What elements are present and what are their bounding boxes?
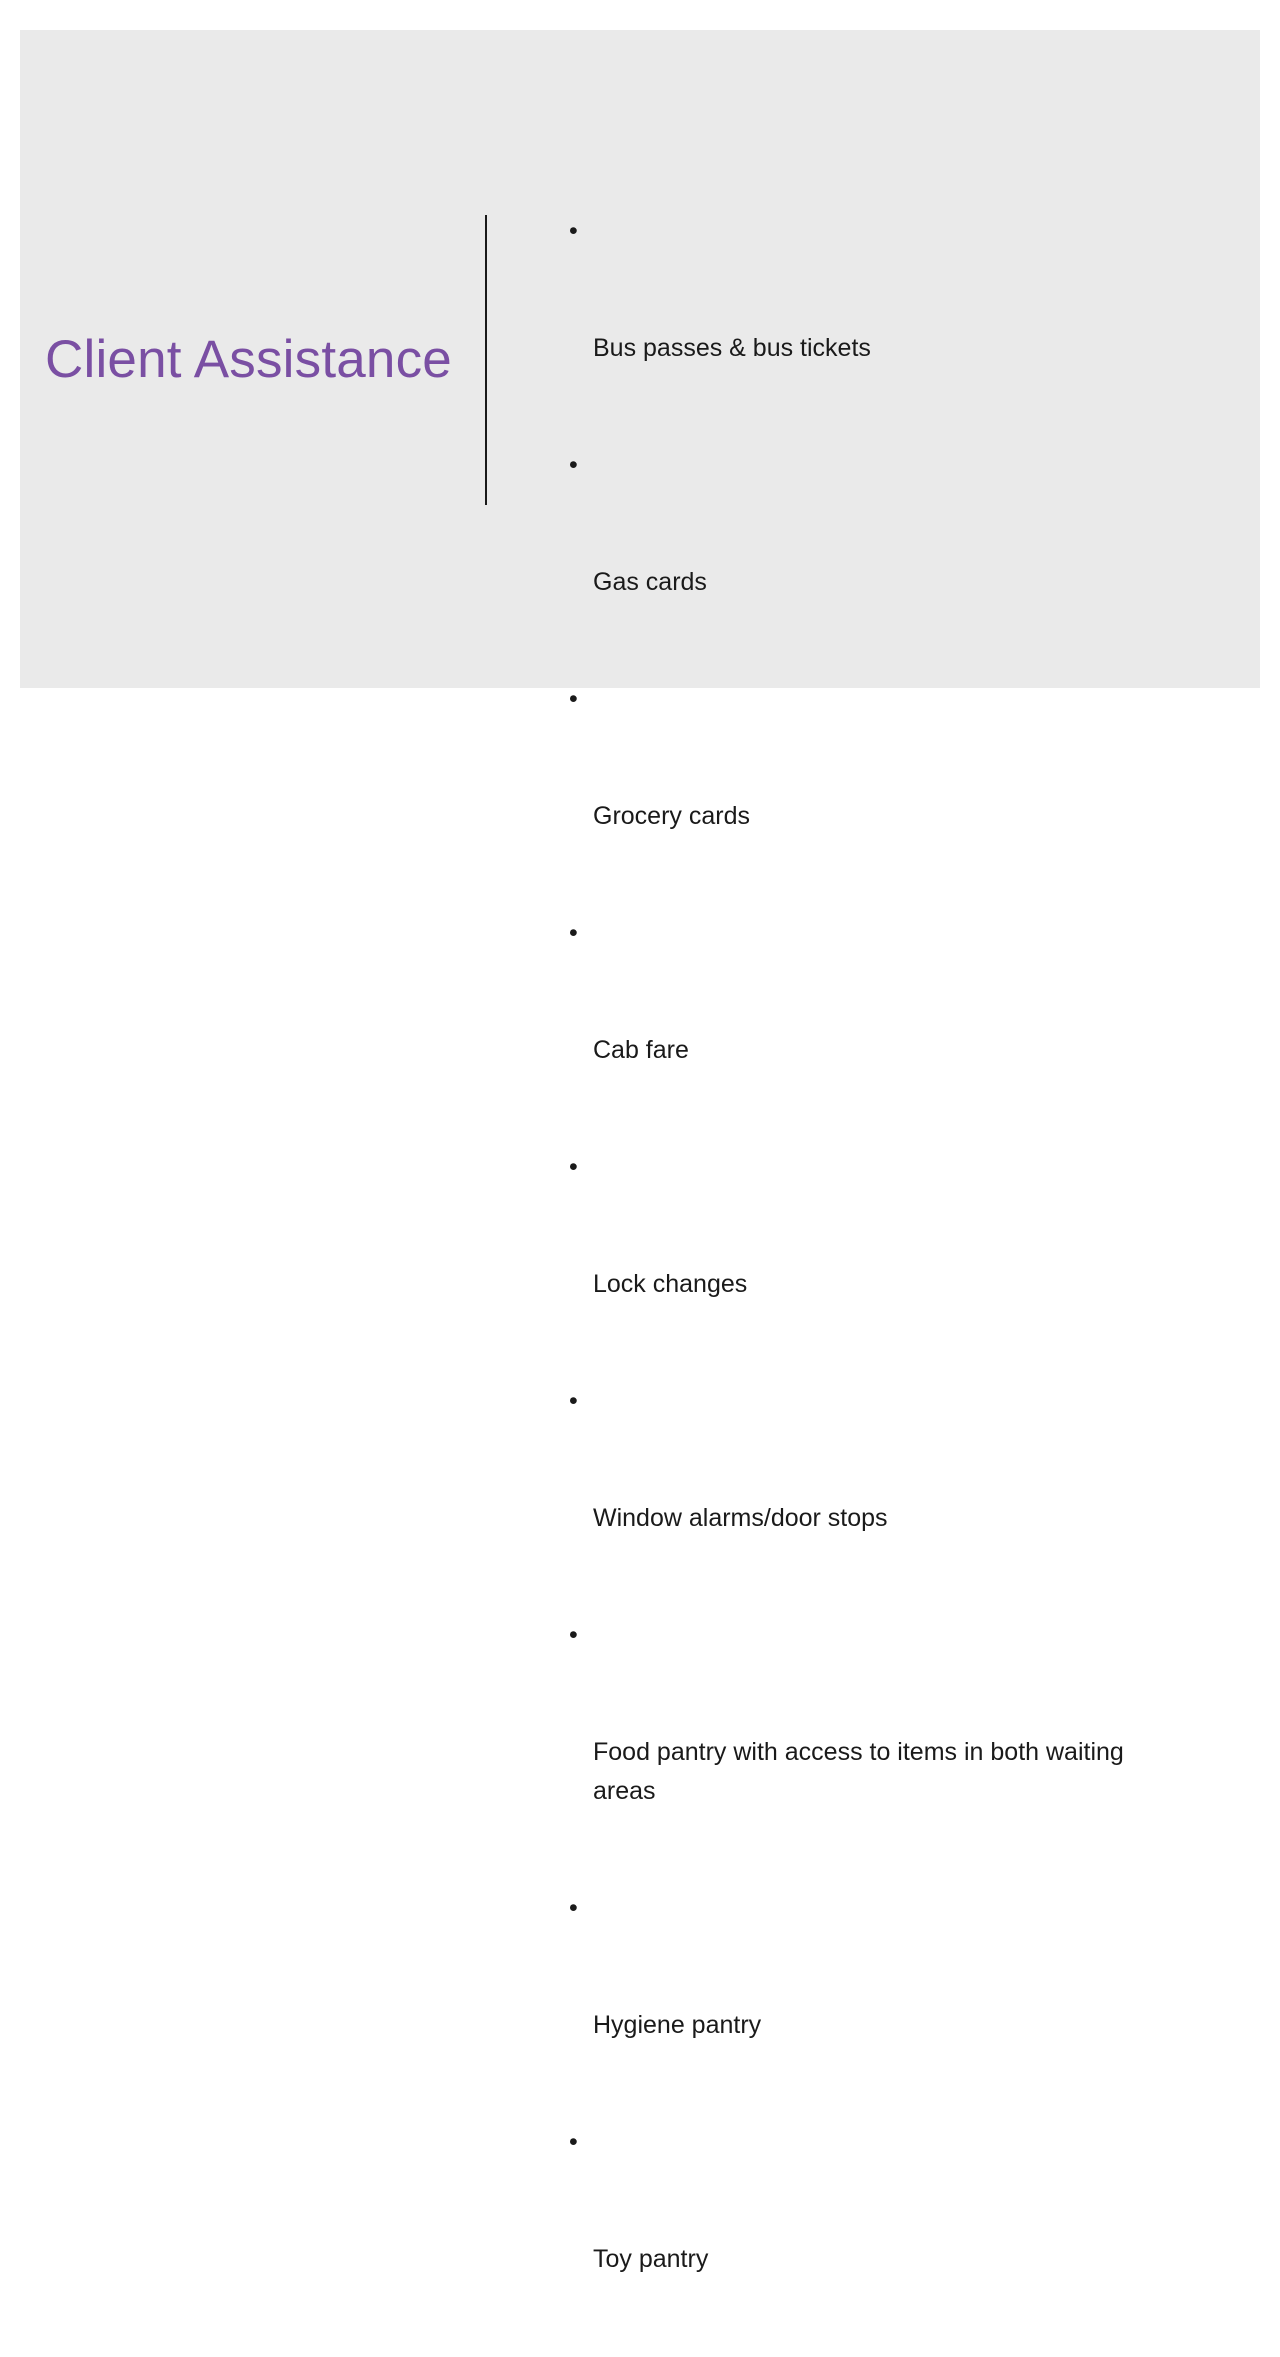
page-title: Client Assistance	[45, 330, 452, 389]
vertical-divider	[485, 215, 487, 505]
list-item-label: Hygiene pantry	[593, 2011, 762, 2039]
list-item	[565, 1382, 1185, 1616]
list-item-label: Window alarms/door stops	[593, 1504, 888, 1532]
list-item	[565, 680, 1185, 914]
list-item-label: Gas cards	[593, 568, 707, 596]
bullet-marker-icon: •	[569, 2128, 578, 2156]
slide-content	[20, 30, 1260, 2273]
bullet-marker-icon: •	[569, 685, 578, 713]
bullet-marker-icon: •	[569, 1894, 578, 1922]
slide-canvas	[20, 30, 1260, 2273]
list-item-label: Lock changes	[593, 1270, 748, 1298]
list-item-label: Cab fare	[593, 1036, 689, 1064]
bullet-marker-icon: •	[569, 1153, 578, 1181]
list-item-label: Grocery cards	[593, 802, 750, 830]
list-item-label: Food pantry with access to items in both waiting areas	[593, 1738, 1131, 1805]
bullet-list	[565, 212, 1185, 2357]
list-item-label: Bus passes & bus tickets	[593, 334, 871, 362]
list-item	[565, 1616, 1185, 1889]
list-item	[565, 1148, 1185, 1382]
bullet-marker-icon: •	[569, 1621, 578, 1649]
bullet-marker-icon: •	[569, 1387, 578, 1415]
bullet-marker-icon: •	[569, 451, 578, 479]
list-item	[565, 446, 1185, 680]
list-item	[565, 212, 1185, 446]
list-item	[565, 2123, 1185, 2357]
list-item	[565, 914, 1185, 1148]
bullet-marker-icon: •	[569, 919, 578, 947]
list-item	[565, 1889, 1185, 2123]
bullet-marker-icon: •	[569, 217, 578, 245]
list-item-label: Toy pantry	[593, 2245, 709, 2273]
